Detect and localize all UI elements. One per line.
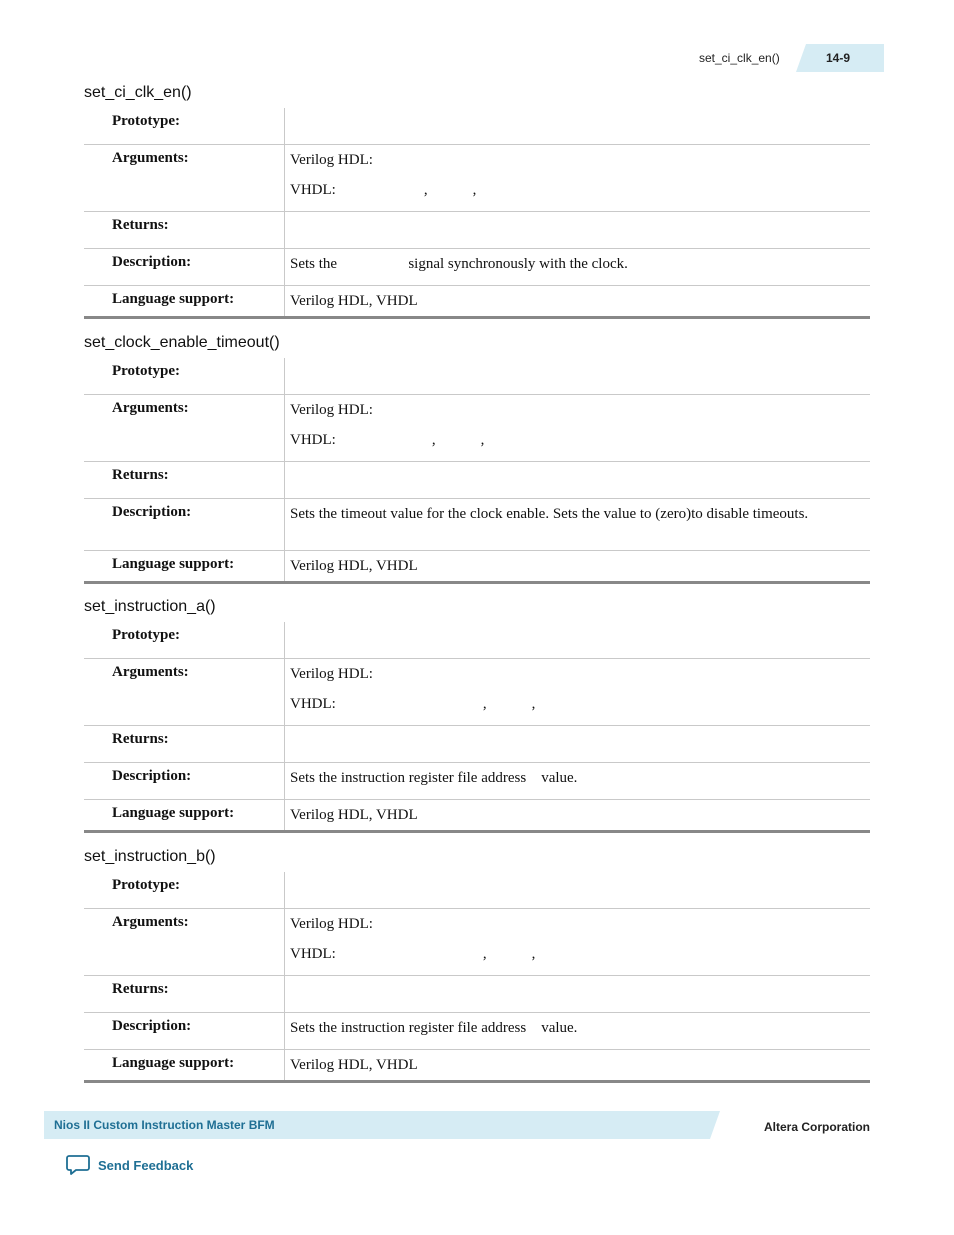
arg-vhdl: VHDL: [290,946,336,962]
row-arguments [84,908,870,975]
label-prototype: Prototype: [84,108,285,144]
row-returns [84,975,870,1012]
value-arguments [285,909,870,975]
value-language-support: Verilog HDL, VHDL [290,293,418,309]
label-arguments: Arguments: [84,659,285,725]
value-description: Sets the instruction register file address value. [290,1020,578,1036]
label-description: Description: [84,249,285,285]
value-arguments [285,659,870,725]
arg-vhdl-line [290,944,858,965]
property-table [84,358,870,584]
row-returns [84,461,870,498]
arg-vhdl-commas: , , [482,696,536,712]
section-title: set_instruction_b() [84,848,216,865]
arg-vhdl: VHDL: [290,182,336,198]
label-arguments: Arguments: [84,145,285,211]
row-language-support [84,285,870,316]
arg-vhdl-line [290,694,858,715]
value-returns [285,462,870,498]
label-description: Description: [84,1013,285,1049]
value-language-support: Verilog HDL, VHDL [290,1057,418,1073]
value-language-support: Verilog HDL, VHDL [290,558,418,574]
row-prototype [84,108,870,144]
label-returns: Returns: [84,462,285,498]
row-description [84,1012,870,1049]
row-arguments [84,658,870,725]
row-prototype [84,622,870,658]
label-language-support: Language support: [84,286,285,316]
footer-doc-title[interactable]: Nios II Custom Instruction Master BFM [54,1118,275,1132]
running-header-title: set_ci_clk_en() [699,51,780,65]
page-number: 14-9 [826,51,851,65]
arg-vhdl: VHDL: [290,696,336,712]
section-title: set_instruction_a() [84,598,216,615]
arg-vhdl-line [290,430,858,451]
label-description: Description: [84,763,285,799]
property-table [84,622,870,833]
value-returns [285,726,870,762]
value-returns [285,976,870,1012]
label-returns: Returns: [84,726,285,762]
value-language-support: Verilog HDL, VHDL [290,807,418,823]
label-prototype: Prototype: [84,872,285,908]
arg-verilog: Verilog HDL: [290,916,373,932]
value-description: Sets the signal synchronously with the clock. [290,256,628,272]
row-language-support [84,799,870,830]
row-description [84,248,870,285]
label-language-support: Language support: [84,551,285,581]
row-prototype [84,358,870,394]
label-language-support: Language support: [84,800,285,830]
property-table [84,108,870,319]
value-prototype [285,108,870,144]
arg-vhdl-line [290,180,858,201]
property-table [84,872,870,1083]
value-prototype [285,358,870,394]
send-feedback-link[interactable] [66,1154,193,1176]
label-arguments: Arguments: [84,395,285,461]
arg-verilog: Verilog HDL: [290,402,373,418]
row-returns [84,211,870,248]
row-description [84,762,870,799]
arg-verilog: Verilog HDL: [290,152,373,168]
label-prototype: Prototype: [84,358,285,394]
value-prototype [285,872,870,908]
value-prototype [285,622,870,658]
value-description: Sets the timeout value for the clock enable. Sets the value to (zero)to disable timeouts. [290,506,809,522]
send-feedback-label[interactable]: Send Feedback [98,1157,194,1173]
label-returns: Returns: [84,212,285,248]
row-arguments [84,394,870,461]
label-prototype: Prototype: [84,622,285,658]
speech-bubble-icon [66,1154,90,1176]
arg-vhdl: VHDL: [290,432,336,448]
arg-vhdl-commas: , , [423,182,477,198]
arg-verilog: Verilog HDL: [290,666,373,682]
value-returns [285,212,870,248]
arg-vhdl-commas: , , [482,946,536,962]
footer-company: Altera Corporation [764,1120,871,1134]
value-arguments [285,395,870,461]
label-returns: Returns: [84,976,285,1012]
row-language-support [84,1049,870,1080]
value-description: Sets the instruction register file address value. [290,770,578,786]
section-title: set_clock_enable_timeout() [84,334,280,351]
row-returns [84,725,870,762]
row-description [84,498,870,550]
label-language-support: Language support: [84,1050,285,1080]
label-description: Description: [84,499,285,550]
label-arguments: Arguments: [84,909,285,975]
row-prototype [84,872,870,908]
arg-vhdl-commas: , , [431,432,485,448]
row-language-support [84,550,870,581]
row-arguments [84,144,870,211]
value-arguments [285,145,870,211]
section-title: set_ci_clk_en() [84,84,192,101]
